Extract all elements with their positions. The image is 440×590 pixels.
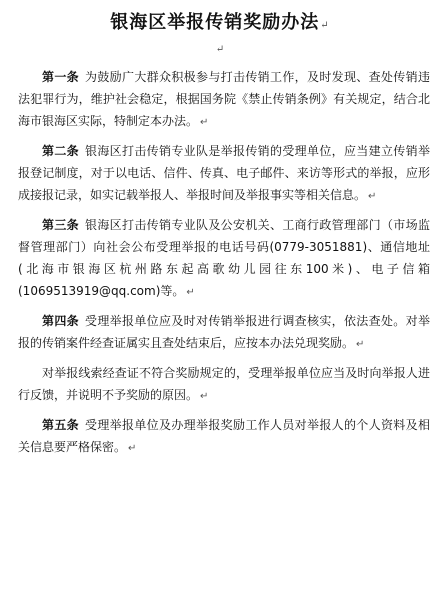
article-4-continued: [18, 362, 430, 408]
document-title: [0, 8, 440, 34]
article-1: [18, 66, 430, 134]
article-lead: 第一条: [42, 70, 79, 84]
paragraph-mark: ↵: [128, 443, 137, 454]
article-text: 银海区打击传销专业队是举报传销的受理单位，应当建立传销举报登记制度，对于以电话、信件、传真、电子邮件、来访等形式的举报，应形成接报记录，如实记载举报人、举报时间及举报事实等相关信息。: [18, 144, 430, 202]
paragraph-mark: ↵: [320, 20, 330, 31]
article-text: 银海区打击传销专业队及公安机关、工商行政管理部门（市场监督管理部门）向社会公布受理举报的电话号码(0779-3051881)、通信地址(北海市银海区杭州路东起高歌幼儿园往东100米)、电子信箱(1069513919@qq.com)等。: [18, 218, 430, 298]
article-5: [18, 414, 430, 460]
paragraph-mark: ↵: [368, 191, 377, 202]
article-lead: 第二条: [42, 144, 79, 158]
article-3: [18, 214, 430, 304]
article-lead: 第四条: [42, 314, 79, 328]
article-2: [18, 140, 430, 208]
document-body: [18, 66, 430, 466]
article-text: 为鼓励广大群众积极参与打击传销工作，及时发现、查处传销违法犯罪行为，维护社会稳定，根据国务院《禁止传销条例》有关规定，结合北海市银海区实际，特制定本办法。: [18, 70, 430, 128]
article-text: 对举报线索经查证不符合奖励规定的，受理举报单位应当及时向举报人进行反馈，并说明不予奖励的原因。: [18, 366, 430, 402]
blank-line: ↵: [215, 44, 225, 55]
article-text: 受理举报单位及办理举报奖励工作人员对举报人的个人资料及相关信息要严格保密。: [18, 418, 430, 454]
paragraph-mark: ↵: [200, 117, 209, 128]
article-lead: 第五条: [42, 418, 79, 432]
title-text: 银海区举报传销奖励办法: [110, 12, 320, 33]
paragraph-mark: ↵: [356, 339, 365, 350]
article-lead: 第三条: [42, 218, 79, 232]
article-text: 受理举报单位应及时对传销举报进行调查核实，依法查处。对举报的传销案件经查证属实且查处结束后，应按本办法兑现奖励。: [18, 314, 430, 350]
article-4: [18, 310, 430, 356]
paragraph-mark: ↵: [186, 287, 195, 298]
paragraph-mark: ↵: [200, 391, 209, 402]
